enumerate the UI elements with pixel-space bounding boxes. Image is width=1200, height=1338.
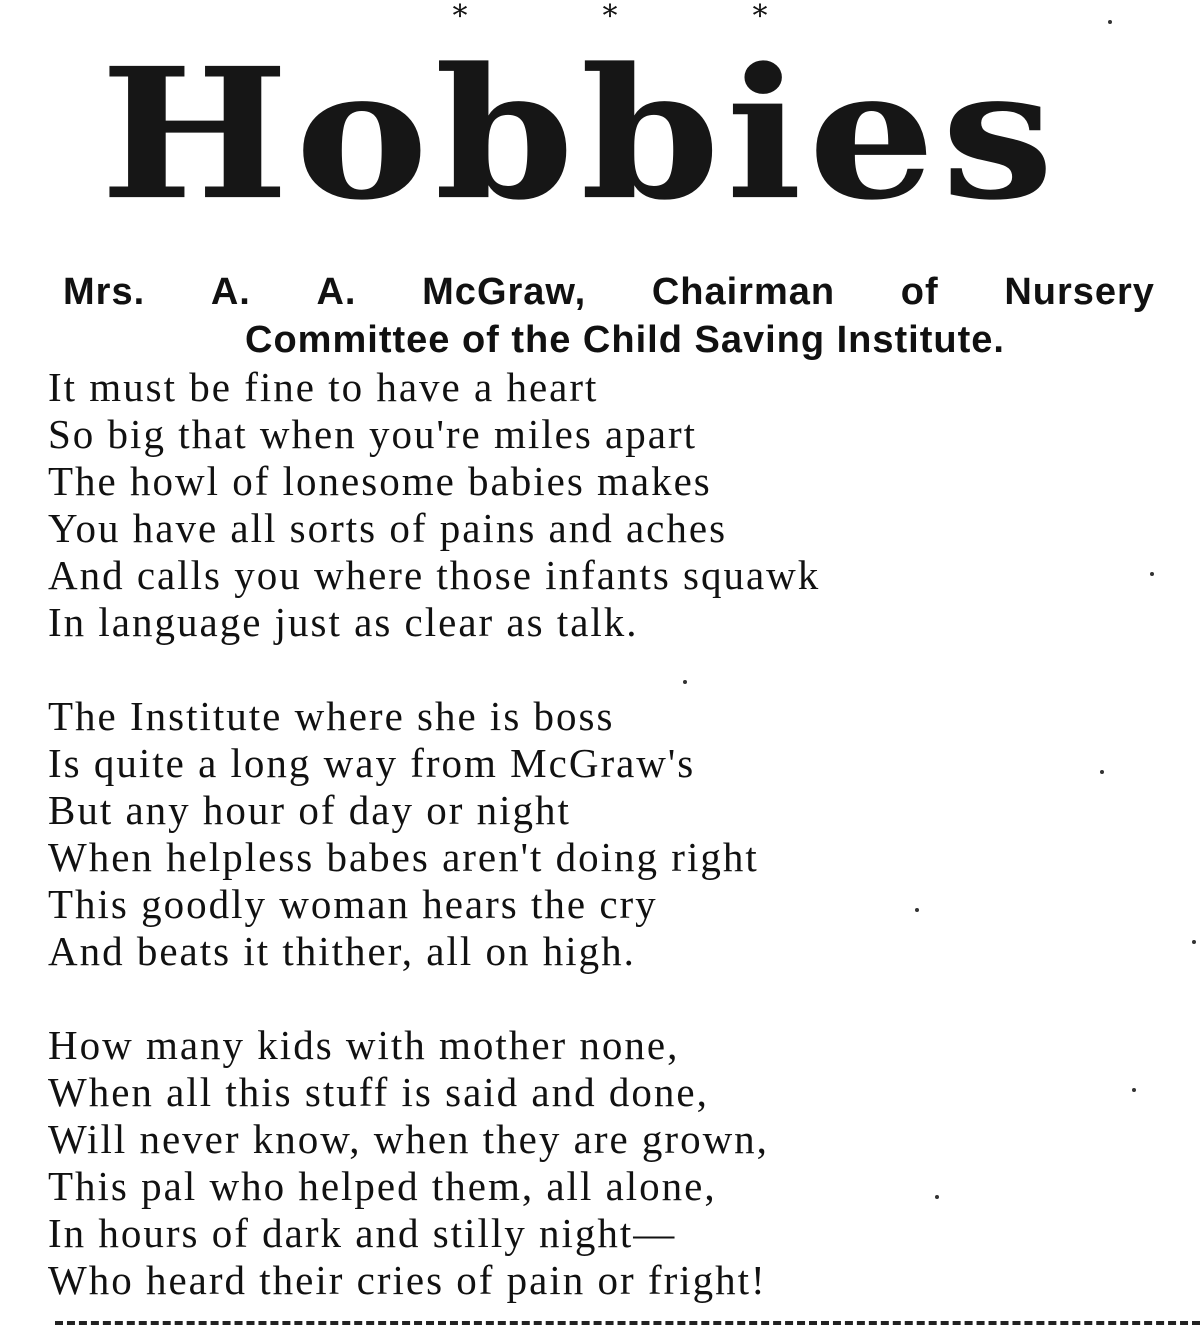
headline: Hobbies <box>100 28 1060 241</box>
verse-line: This goodly woman hears the cry <box>48 881 658 927</box>
byline <box>55 268 1155 364</box>
ornament-star-3: * <box>752 0 768 34</box>
print-speck <box>915 908 919 912</box>
byline-word: A. <box>210 271 251 313</box>
stanza-1 <box>48 364 1148 646</box>
verse-line: How many kids with mother none, <box>48 1022 680 1068</box>
verse-line: The howl of lonesome babies makes <box>48 458 712 504</box>
poem <box>48 364 1148 1304</box>
byline-line-1 <box>55 268 1155 316</box>
verse-line: In language just as clear as talk. <box>48 599 639 645</box>
byline-word: of <box>900 271 939 313</box>
verse-line: It must be fine to have a heart <box>48 364 599 410</box>
ornament-star-2: * <box>602 0 618 34</box>
verse-line: Will never know, when they are grown, <box>48 1116 769 1162</box>
verse-line: This pal who helped them, all alone, <box>48 1163 717 1209</box>
verse-line: Who heard their cries of pain or fright! <box>48 1257 767 1303</box>
print-speck <box>1132 1088 1136 1092</box>
byline-word: Nursery <box>1004 271 1155 313</box>
print-speck <box>1108 20 1112 24</box>
stanza-3 <box>48 1022 1148 1304</box>
print-speck <box>935 1195 939 1199</box>
verse-line: You have all sorts of pains and aches <box>48 505 728 551</box>
print-speck <box>1100 770 1104 774</box>
byline-word: A. <box>316 271 357 313</box>
byline-word: Chairman <box>651 271 836 313</box>
verse-line: Is quite a long way from McGraw's <box>48 740 696 786</box>
print-speck <box>683 680 687 684</box>
verse-line: In hours of dark and stilly night— <box>48 1210 677 1256</box>
ornament-star-1: * <box>452 0 468 34</box>
print-speck <box>1150 572 1154 576</box>
verse-line: And calls you where those infants squawk <box>48 552 821 598</box>
byline-word: McGraw, <box>422 271 587 313</box>
verse-line: When all this stuff is said and done, <box>48 1069 709 1115</box>
byline-word: Mrs. <box>63 271 146 313</box>
verse-line: And beats it thither, all on high. <box>48 928 636 974</box>
verse-line: The Institute where she is boss <box>48 693 615 739</box>
print-speck <box>1192 940 1196 944</box>
stanza-2 <box>48 693 1148 975</box>
verse-line: So big that when you're miles apart <box>48 411 697 457</box>
byline-line-2: Committee of the Child Saving Institute. <box>245 319 1005 361</box>
verse-line: But any hour of day or night <box>48 787 571 833</box>
bottom-rule <box>55 1321 1200 1325</box>
verse-line: When helpless babes aren't doing right <box>48 834 759 880</box>
